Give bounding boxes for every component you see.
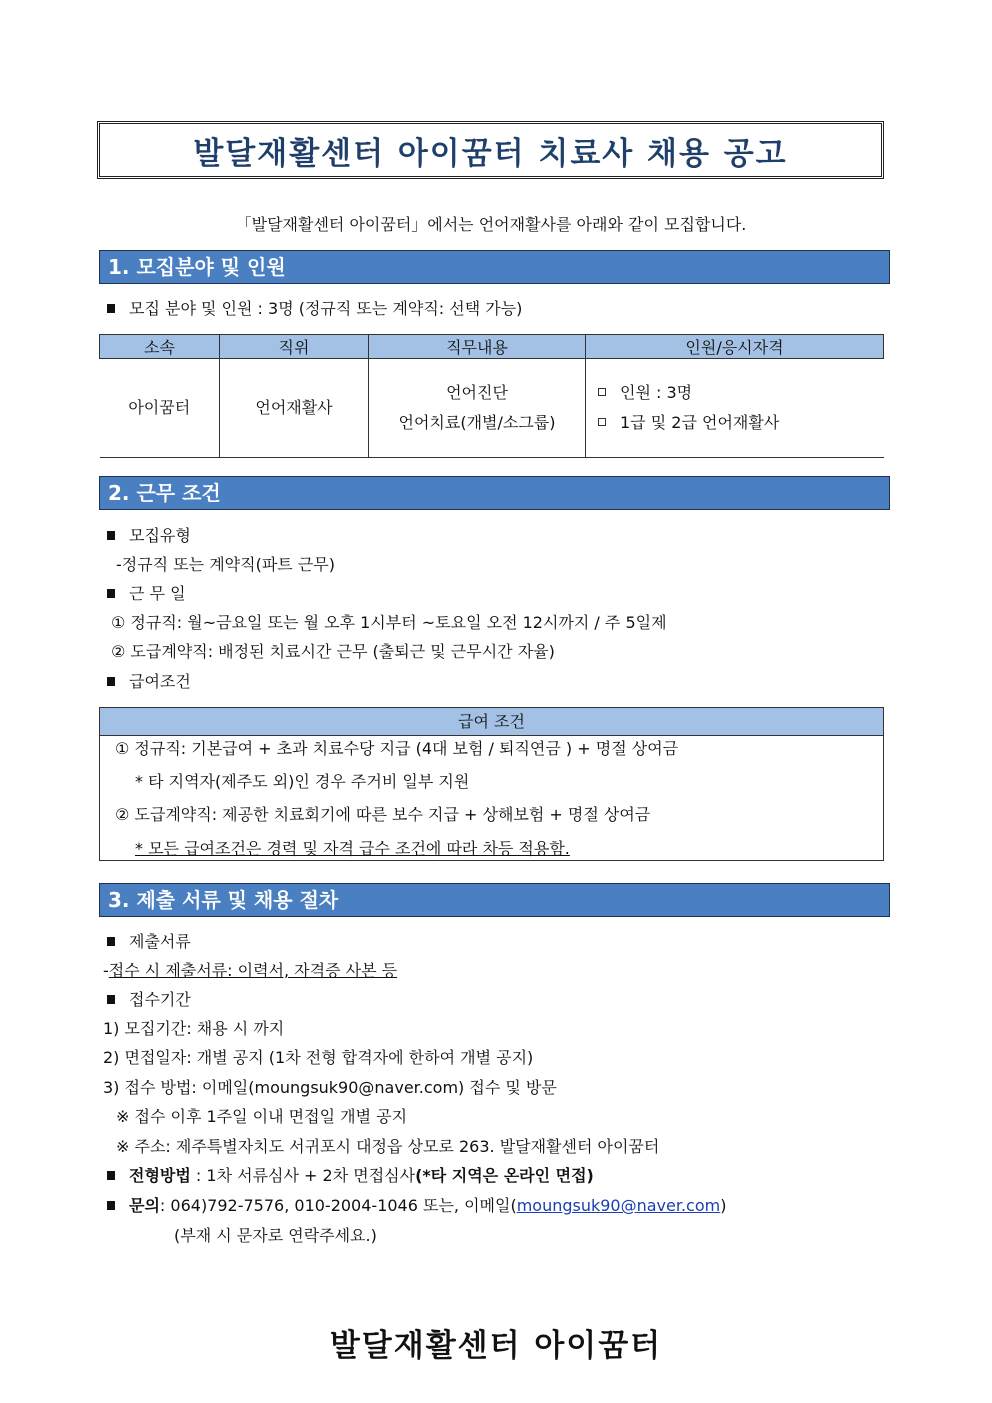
qualification-item: 1급 및 2급 언어재활사 — [620, 413, 780, 432]
period-label — [107, 989, 191, 1011]
docs-text: 접수 시 제출서류: 이력서, 자격증 사본 등 — [108, 961, 398, 980]
email-link[interactable]: moungsuk90@naver.com — [516, 1196, 721, 1215]
cell-qualifications — [586, 359, 884, 458]
footer-org-name: 발달재활센터 아이꿈터 — [329, 1328, 663, 1364]
selection-text: : 1차 서류심사 + 2차 면접심사 — [190, 1166, 416, 1185]
duty-item: 언어진단 — [446, 383, 508, 402]
salary-box-heading: 급여 조건 — [100, 708, 883, 736]
period-line: 3) 접수 방법: 이메일(moungsuk90@naver.com) 접수 및 방문 — [103, 1078, 557, 1097]
days-label — [107, 583, 186, 605]
square-bullet-icon — [598, 418, 606, 426]
table-header: 소속 — [100, 335, 220, 359]
type-label — [107, 525, 191, 547]
salary-note: * 모든 급여조건은 경력 및 자격 급수 조건에 따라 차등 적용함. — [135, 839, 570, 858]
bullet-icon — [107, 677, 115, 686]
salary-line: ① 정규직: 기본급여 + 초과 치료수당 지급 (4대 보험 / 퇴직연금 ) + 명절 상여금 — [115, 739, 679, 758]
label-text: 문의 — [129, 1196, 160, 1215]
section2-heading: 2. 근무 조건 — [99, 476, 890, 510]
duty-item: 언어치료(개별/소그룹) — [398, 413, 556, 432]
contact-close: ) — [720, 1196, 727, 1215]
bullet-icon — [107, 937, 115, 946]
contact-text: : 064)792-7576, 010-2004-1046 또는, 이메일( — [159, 1196, 517, 1215]
bullet-icon — [107, 995, 115, 1004]
type-value: -정규직 또는 계약직(파트 근무) — [116, 555, 335, 574]
label-text: 모집유형 — [129, 526, 191, 545]
table-header: 직위 — [220, 335, 369, 359]
title-box — [97, 121, 884, 179]
bullet-icon — [107, 589, 115, 598]
bullet-icon — [107, 304, 115, 313]
label-text: 급여조건 — [129, 672, 191, 691]
period-line: ※ 접수 이후 1주일 이내 면접일 개별 공지 — [116, 1107, 408, 1126]
period-line: 2) 면접일자: 개별 공지 (1차 전형 합격자에 한하여 개별 공지) — [103, 1048, 534, 1067]
bullet-icon — [107, 1201, 115, 1210]
table-header-row — [100, 335, 884, 359]
label-text: 접수기간 — [129, 990, 191, 1009]
salary-box — [99, 707, 884, 861]
contact-note: (부재 시 문자로 연락주세요.) — [174, 1226, 377, 1245]
period-line: 1) 모집기간: 채용 시 까지 — [103, 1019, 285, 1038]
selection-line — [107, 1165, 594, 1187]
page-title: 발달재활센터 아이꿈터 치료사 채용 공고 — [193, 135, 788, 172]
section1-heading: 1. 모집분야 및 인원 — [99, 250, 890, 284]
cell-affiliation: 아이꿈터 — [100, 359, 220, 458]
selection-note: (*타 지역은 온라인 면접) — [415, 1166, 594, 1185]
table-header: 인원/응시자격 — [586, 335, 884, 359]
recruitment-table — [99, 334, 884, 458]
days-item: ① 정규직: 월~금요일 또는 월 오후 1시부터 ~토요일 오전 12시까지 / 주 5일제 — [111, 613, 667, 632]
docs-label — [107, 931, 191, 953]
salary-line: ② 도급계약직: 제공한 치료회기에 따른 보수 지급 + 상해보험 + 명절 상여금 — [115, 805, 651, 824]
docs-value: -접수 시 제출서류: 이력서, 자격증 사본 등 — [103, 961, 398, 980]
intro-text: 「발달재활센터 아이꿈터」에서는 언어재활사를 아래와 같이 모집합니다. — [235, 215, 747, 234]
square-bullet-icon — [598, 388, 606, 396]
bullet-text: 모집 분야 및 인원 : 3명 (정규직 또는 계약직: 선택 가능) — [129, 299, 523, 318]
salary-line: * 타 지역자(제주도 외)인 경우 주거비 일부 지원 — [135, 772, 470, 791]
table-row — [100, 359, 884, 458]
cell-duties — [369, 359, 586, 458]
cell-position: 언어재활사 — [220, 359, 369, 458]
label-text: 근 무 일 — [129, 584, 186, 603]
salary-label — [107, 671, 191, 693]
contact-line — [107, 1195, 726, 1217]
days-item: ② 도급계약직: 배정된 치료시간 근무 (출퇴근 및 근무시간 자율) — [111, 642, 555, 661]
bullet-icon — [107, 531, 115, 540]
label-text: 전형방법 — [129, 1166, 191, 1185]
section1-bullet — [107, 298, 522, 320]
qualification-item: 인원 : 3명 — [620, 383, 693, 402]
section3-heading: 3. 제출 서류 및 채용 절차 — [99, 883, 890, 917]
table-header: 직무내용 — [369, 335, 586, 359]
label-text: 제출서류 — [129, 932, 191, 951]
bullet-icon — [107, 1171, 115, 1180]
period-line: ※ 주소: 제주특별자치도 서귀포시 대정읍 상모로 263. 발달재활센터 아이꿈터 — [116, 1137, 660, 1156]
